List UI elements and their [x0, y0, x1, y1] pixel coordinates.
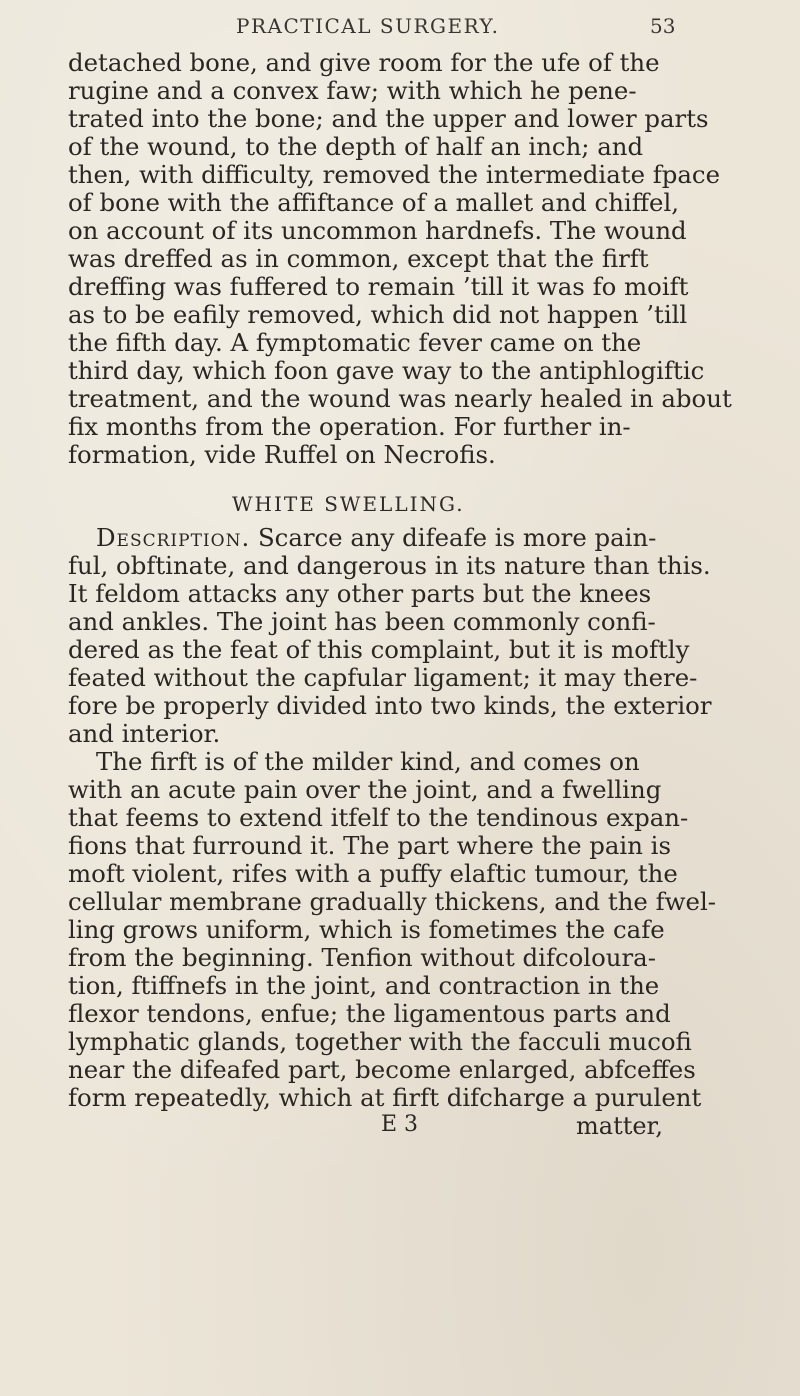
text-line: the fifth day. A fymptomatic fever came on the: [68, 328, 642, 357]
text-line: that feems to extend itfelf to the tendinous expan-: [68, 803, 689, 832]
text-line: The firft is of the milder kind, and comes on: [96, 747, 640, 776]
text-line: tion, ftiffnefs in the joint, and contraction in the: [68, 971, 660, 1000]
text-line: dreffing was fuffered to remain ’till it was fo moift: [68, 272, 689, 301]
text-line: ful, obftinate, and dangerous in its nature than this.: [68, 551, 711, 580]
text-line: and interior.: [68, 719, 221, 748]
catchword: matter,: [576, 1112, 664, 1140]
text-line: It feldom attacks any other parts but the knees: [68, 579, 652, 608]
text-line: [96, 524, 656, 552]
text-line: dered as the feat of this complaint, but it is moftly: [68, 635, 690, 664]
text-line: trated into the bone; and the upper and lower parts: [68, 104, 709, 133]
signature-mark: E 3: [381, 1112, 419, 1137]
text-line: treatment, and the wound was nearly healed in about: [68, 384, 732, 413]
text-line: of the wound, to the depth of half an inch; and: [68, 132, 644, 161]
text-line: moft violent, rifes with a puffy elaftic tumour, the: [68, 859, 678, 888]
text-line: lymphatic glands, together with the facculi mucofi: [68, 1027, 692, 1056]
text-line: and ankles. The joint has been commonly confi-: [68, 607, 656, 636]
page-number: 53: [650, 14, 676, 38]
text-line: formation, vide Ruffel on Necrofis.: [68, 440, 496, 469]
text-line: on account of its uncommon hardnefs. The wound: [68, 216, 687, 245]
text-line: fore be properly divided into two kinds, the exterior: [68, 691, 712, 720]
catch-line: [0, 1112, 800, 1142]
text-line: fions that furround it. The part where the pain is: [68, 831, 672, 860]
text-line: feated without the capfular ligament; it may there-: [68, 663, 698, 692]
text-line: ling grows uniform, which is fometimes the cafe: [68, 915, 665, 944]
text-line: fix months from the operation. For further in-: [68, 412, 631, 441]
text-line: rugine and a convex faw; with which he pene-: [68, 76, 637, 105]
running-title: PRACTICAL SURGERY.: [236, 14, 500, 38]
description-first-line: Scarce any difeafe is more pain-: [250, 523, 657, 552]
text-line: flexor tendons, enfue; the ligamentous parts and: [68, 999, 671, 1028]
text-line: from the beginning. Tenfion without difcoloura-: [68, 943, 656, 972]
text-line: was dreffed as in common, except that the firft: [68, 244, 649, 273]
text-line: near the difeafed part, become enlarged, abfceffes: [68, 1055, 696, 1084]
text-line: of bone with the affiftance of a mallet and chiffel,: [68, 188, 680, 217]
text-line: detached bone, and give room for the ufe of the: [68, 48, 660, 77]
text-line: as to be eafily removed, which did not happen ’till: [68, 300, 688, 329]
text-line: with an acute pain over the joint, and a fwelling: [68, 775, 662, 804]
text-line: form repeatedly, which at firft difcharge a purulent: [68, 1083, 702, 1112]
text-line: third day, which foon gave way to the antiphlogiftic: [68, 356, 705, 385]
running-head: [0, 14, 800, 44]
description-lead: Description.: [96, 523, 251, 552]
section-heading: WHITE SWELLING.: [232, 492, 465, 516]
text-line: then, with difficulty, removed the intermediate fpace: [68, 160, 721, 189]
text-line: cellular membrane gradually thickens, and the fwel-: [68, 887, 716, 916]
